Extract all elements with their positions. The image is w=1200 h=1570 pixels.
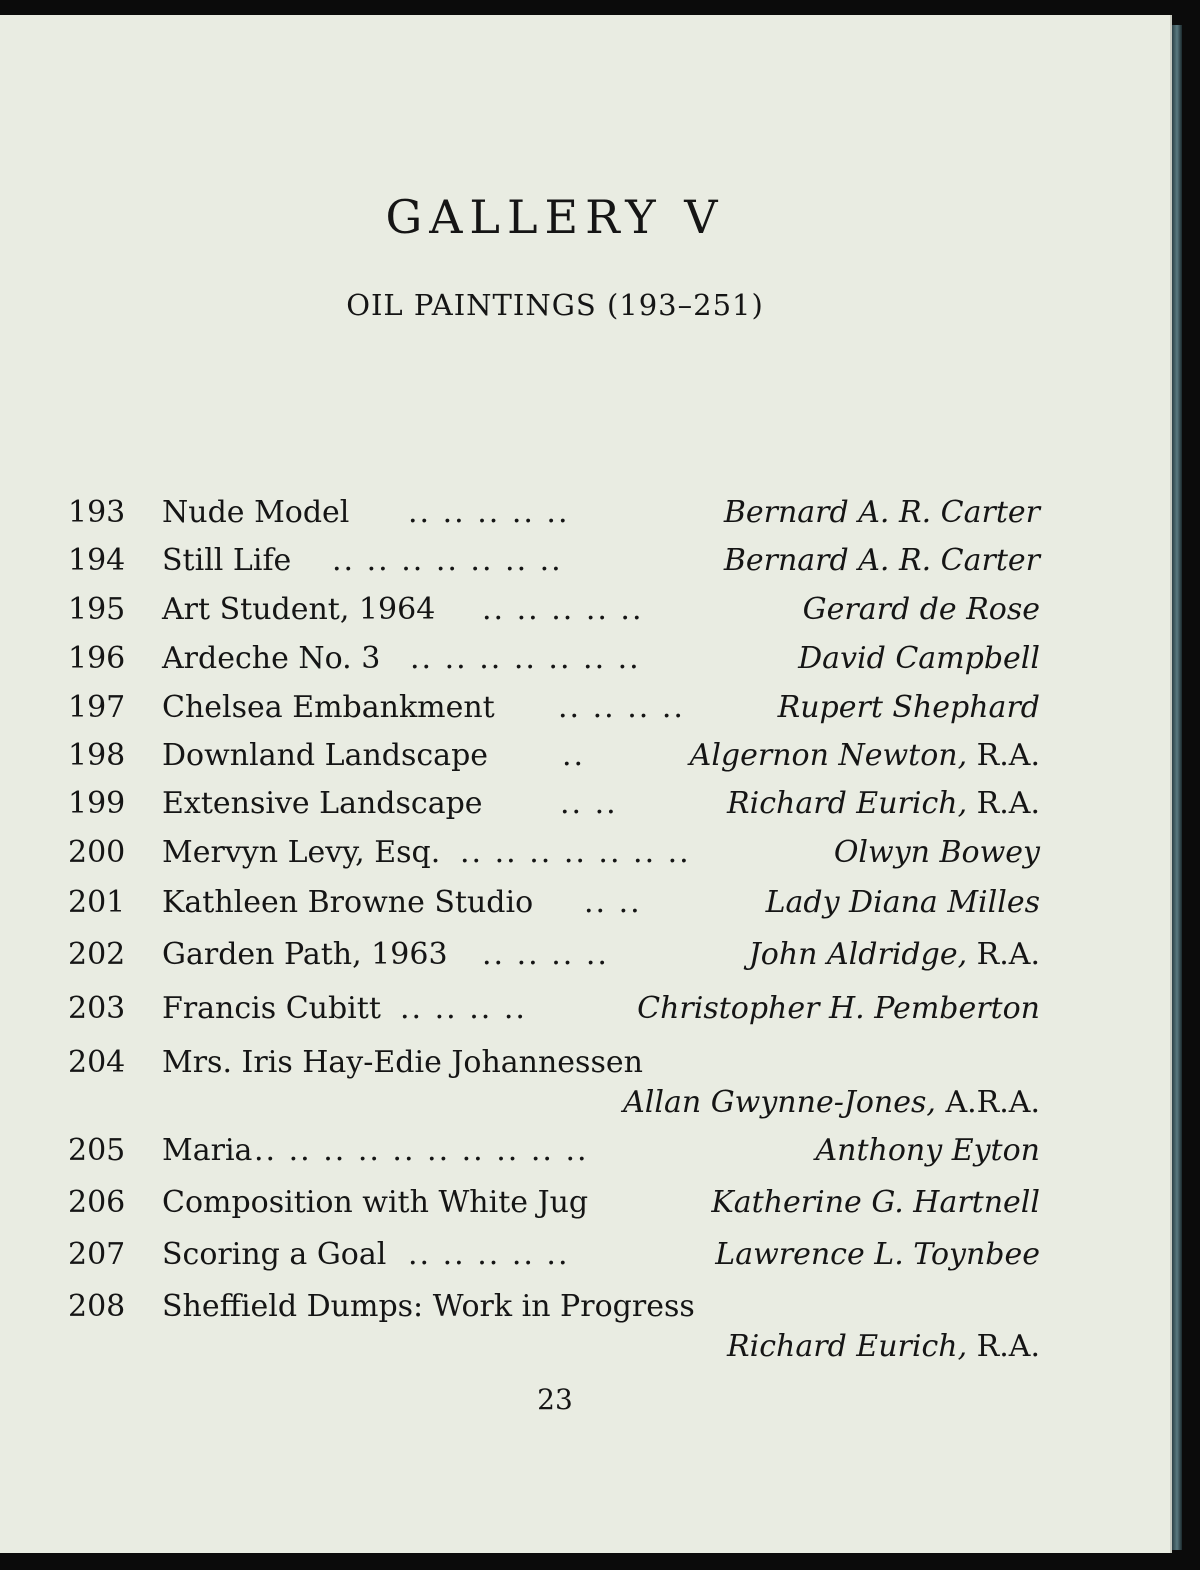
- leader-dots: .. .. .. ..: [482, 937, 609, 972]
- artist-name: Christopher H. Pemberton: [637, 991, 1040, 1026]
- catalogue-number: 199: [68, 786, 126, 821]
- catalogue-number: 208: [68, 1289, 126, 1324]
- artist: [715, 1237, 1040, 1272]
- artist-name: Anthony Eyton: [815, 1133, 1040, 1168]
- catalogue-number: 197: [68, 690, 126, 725]
- leader-dots: .. .. .. .. ..: [408, 1237, 570, 1272]
- artist: [815, 1133, 1040, 1168]
- book-edge: [1172, 25, 1182, 1550]
- artist-name: Gerard de Rose: [802, 592, 1040, 627]
- artist: [749, 937, 1040, 972]
- painting-title: Ardeche No. 3: [162, 641, 381, 676]
- painting-title: Art Student, 1964: [162, 592, 436, 627]
- list-item: [0, 543, 1172, 578]
- catalogue-number: 193: [68, 495, 126, 530]
- painting-title: Extensive Landscape: [162, 786, 483, 821]
- artist-name: Richard Eurich,: [727, 1329, 968, 1364]
- list-item: [0, 991, 1172, 1026]
- list-item: [0, 1237, 1172, 1272]
- artist-name: Lawrence L. Toynbee: [715, 1237, 1040, 1272]
- artist: [798, 641, 1040, 676]
- artist: [724, 543, 1040, 578]
- artist-suffix: A.R.A.: [935, 1085, 1040, 1120]
- painting-title: Chelsea Embankment: [162, 690, 495, 725]
- artist: [690, 738, 1040, 773]
- list-item: [0, 835, 1172, 870]
- artist-name: John Aldridge,: [748, 937, 968, 972]
- leader-dots: .. .. .. .. .. .. ..: [460, 835, 691, 870]
- artist-name: Lady Diana Milles: [765, 885, 1040, 920]
- list-item: [0, 786, 1172, 821]
- painting-title: Mervyn Levy, Esq.: [162, 835, 441, 870]
- catalogue-number: 203: [68, 991, 126, 1026]
- artist: [778, 690, 1040, 725]
- artist-name: Katherine G. Hartnell: [711, 1185, 1040, 1220]
- catalogue-number: 202: [68, 937, 126, 972]
- catalogue-number: 195: [68, 592, 126, 627]
- painting-title: Still Life: [162, 543, 292, 578]
- artist: [724, 495, 1040, 530]
- artist-suffix: R.A.: [967, 937, 1040, 972]
- artist-name: David Campbell: [798, 641, 1040, 676]
- artist-name: Bernard A. R. Carter: [723, 495, 1040, 530]
- catalogue-number: 207: [68, 1237, 126, 1272]
- section-subtitle: OIL PAINTINGS (193–251): [346, 288, 764, 322]
- list-item: [0, 1289, 1172, 1364]
- catalogue-number: 204: [68, 1045, 126, 1080]
- artist-name: Allan Gwynne-Jones,: [623, 1085, 936, 1120]
- catalogue-number: 200: [68, 835, 126, 870]
- leader-dots: .. ..: [584, 885, 642, 920]
- painting-title: Scoring a Goal: [162, 1237, 387, 1272]
- list-item: [0, 641, 1172, 676]
- artist: [727, 786, 1040, 821]
- artist: [637, 991, 1040, 1026]
- artist: [766, 885, 1040, 920]
- gallery-title: GALLERY V: [385, 190, 725, 244]
- artist-suffix: R.A.: [967, 738, 1040, 773]
- artist-name: Olwyn Bowey: [833, 835, 1040, 870]
- list-item: [0, 1185, 1172, 1220]
- painting-title: Garden Path, 1963: [162, 937, 448, 972]
- catalogue-number: 196: [68, 641, 126, 676]
- leader-dots: .. ..: [560, 786, 618, 821]
- painting-title: Francis Cubitt: [162, 991, 381, 1026]
- artist-suffix: R.A.: [967, 1329, 1040, 1364]
- artist: [803, 592, 1040, 627]
- leader-dots: .. .. .. .. ..: [482, 592, 644, 627]
- painting-title: Mrs. Iris Hay-Edie Johannessen: [162, 1045, 643, 1080]
- artist-suffix: R.A.: [967, 786, 1040, 821]
- leader-dots: .. .. .. ..: [558, 690, 685, 725]
- painting-title: Kathleen Browne Studio: [162, 885, 534, 920]
- leader-dots: .. .. .. .. .. .. .. .. .. ..: [254, 1133, 589, 1168]
- catalogue-page: [0, 15, 1172, 1553]
- artist-name: Richard Eurich,: [727, 786, 968, 821]
- leader-dots: ..: [562, 738, 586, 773]
- artist: [727, 1329, 1040, 1364]
- list-item: [0, 592, 1172, 627]
- painting-title: Downland Landscape: [162, 738, 489, 773]
- list-item: [0, 885, 1172, 920]
- list-item: [0, 1045, 1172, 1120]
- painting-title: Nude Model: [162, 495, 350, 530]
- leader-dots: .. .. .. .. .. .. ..: [410, 641, 641, 676]
- artist: [834, 835, 1040, 870]
- artist-name: Bernard A. R. Carter: [723, 543, 1040, 578]
- painting-title: Composition with White Jug: [162, 1185, 589, 1220]
- leader-dots: .. .. .. ..: [400, 991, 527, 1026]
- artist: [711, 1185, 1040, 1220]
- catalogue-number: 194: [68, 543, 126, 578]
- artist-name: Rupert Shephard: [777, 690, 1040, 725]
- list-item: [0, 690, 1172, 725]
- painting-list: [0, 15, 1172, 1415]
- leader-dots: .. .. .. .. .. .. ..: [332, 543, 563, 578]
- list-item: [0, 738, 1172, 773]
- list-item: [0, 495, 1172, 530]
- catalogue-number: 206: [68, 1185, 126, 1220]
- list-item: [0, 1133, 1172, 1168]
- painting-title: Sheffield Dumps: Work in Progress: [162, 1289, 695, 1324]
- leader-dots: .. .. .. .. ..: [408, 495, 570, 530]
- artist-name: Algernon Newton,: [689, 738, 968, 773]
- catalogue-number: 201: [68, 885, 126, 920]
- catalogue-number: 205: [68, 1133, 126, 1168]
- list-item: [0, 937, 1172, 972]
- artist: [623, 1085, 1040, 1120]
- catalogue-number: 198: [68, 738, 126, 773]
- page-number: 23: [537, 1383, 573, 1416]
- painting-title: Maria: [162, 1133, 253, 1168]
